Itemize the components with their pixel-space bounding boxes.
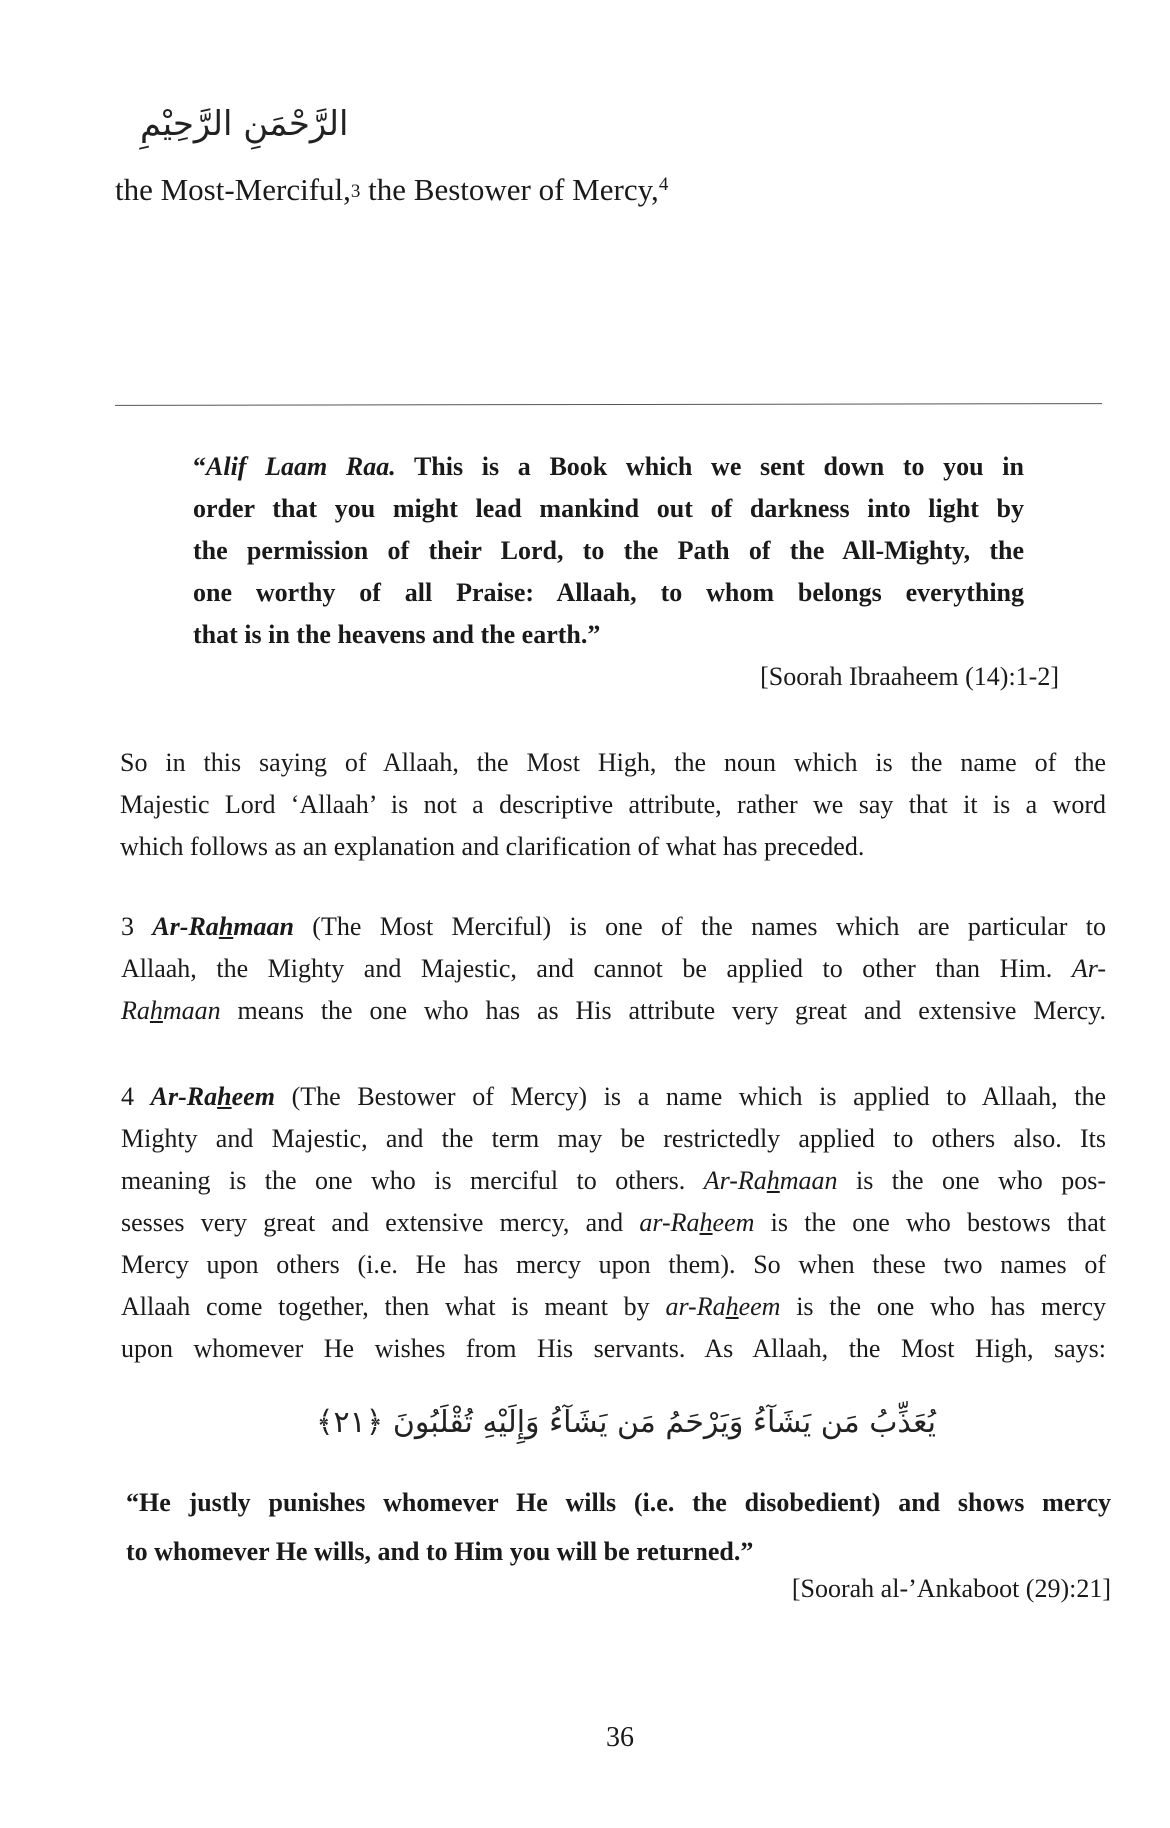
text-line	[121, 954, 1106, 984]
text-line	[121, 996, 1106, 1026]
text-segment: Allaah, the Mighty and Majestic, and cannot be applied to other than Him.	[121, 954, 1072, 983]
text-segment: 3	[121, 912, 153, 941]
text-segment: is the one who bestows that	[754, 1208, 1106, 1237]
text-segment: eem	[712, 1208, 755, 1237]
page-number: 36	[606, 1722, 634, 1753]
text-segment: ar-Ra	[639, 1208, 700, 1237]
text-line	[121, 1334, 1106, 1364]
text-segment: order that you might lead mankind out of darkness into light by	[193, 494, 1024, 523]
text-segment: ar-Ra	[665, 1292, 726, 1321]
arabic-heading: الرَّحْمَنِ الرَّحِيْمِ	[140, 104, 349, 144]
text-segment: “He justly punishes whomever He wills (i.e. the disobedient) and shows mercy	[126, 1488, 1111, 1517]
text-segment: maan	[162, 996, 221, 1025]
text-segment: h	[149, 996, 163, 1025]
text-segment: h	[217, 1082, 232, 1111]
heading-translation	[115, 172, 668, 208]
text-segment: “	[193, 452, 206, 481]
text-segment: Ar-	[1071, 954, 1106, 983]
text-segment: h	[725, 1292, 739, 1321]
text-segment: maan	[779, 1166, 838, 1195]
text-segment: is the one who pos-	[837, 1166, 1107, 1195]
text-line	[121, 912, 1106, 942]
text-segment: is the one who has mercy	[780, 1292, 1106, 1321]
text-segment: upon whomever He wishes from His servants. As Allaah, the Most High, says:	[121, 1334, 1106, 1363]
text-segment: Majestic Lord ‘Allaah’ is not a descriptive attribute, rather we say that it is a word	[120, 790, 1106, 819]
text-line	[193, 494, 1024, 524]
text-segment: (The Bestower of Mercy) is a name which is applied to Allaah, the	[274, 1082, 1107, 1111]
text-segment: This is a Book which we sent down to you in	[395, 452, 1024, 481]
text-segment: maan	[233, 912, 294, 941]
text-line	[121, 1250, 1106, 1280]
text-segment: eem	[738, 1292, 781, 1321]
text-segment: meaning is the one who is merciful to others.	[121, 1166, 704, 1195]
text-segment: to whomever He wills, and to Him you will be returned.”	[126, 1537, 754, 1566]
text-segment: So in this saying of Allaah, the Most High, the noun which is the name of the	[120, 748, 1106, 777]
verse-citation: [Soorah al-’Ankaboot (29):21]	[791, 1574, 1111, 1603]
text-segment: Ar-Ra	[703, 1166, 767, 1195]
text-line	[193, 578, 1024, 608]
text-segment: (The Most Merciful) is one of the names which are particular to	[293, 912, 1107, 941]
text-line	[121, 1124, 1106, 1154]
text-line	[121, 1292, 1106, 1322]
text-segment: h	[699, 1208, 713, 1237]
text-segment: that is in the heavens and the earth.”	[193, 620, 601, 649]
text-line	[120, 832, 1106, 862]
text-line	[193, 536, 1024, 566]
text-segment: Ra	[121, 996, 150, 1025]
text-line	[193, 620, 1024, 650]
text-segment: Ar-Ra	[150, 1082, 218, 1111]
text-line	[121, 1082, 1106, 1112]
text-line	[120, 790, 1106, 820]
footnote-ref-4[interactable]: 4	[658, 174, 669, 195]
text-segment: eem	[231, 1082, 275, 1111]
text-segment: h	[766, 1166, 780, 1195]
text-segment: means the one who has as His attribute very great and extensive Mercy.	[220, 996, 1106, 1025]
text-segment: one worthy of all Praise: Allaah, to whom belongs everything	[193, 578, 1024, 607]
text-segment: Allaah come together, then what is meant by	[121, 1292, 666, 1321]
text-segment: which follows as an explanation and clarification of what has preceded.	[120, 832, 865, 861]
heading-text-2: the Bestower of Mercy,	[360, 172, 659, 207]
text-segment: Alif Laam Raa.	[206, 452, 396, 481]
text-line	[120, 748, 1106, 778]
heading-text: the Most-Merciful,	[115, 172, 351, 207]
text-segment: h	[218, 912, 234, 941]
text-segment: Ar-Ra	[152, 912, 219, 941]
text-line	[121, 1208, 1106, 1238]
footnote-ref-3[interactable]: 3	[350, 181, 361, 202]
text-line	[193, 452, 1024, 482]
text-line	[126, 1537, 1111, 1567]
text-line	[121, 1166, 1106, 1196]
quote-citation: [Soorah Ibraaheem (14):1-2]	[760, 662, 1059, 691]
text-line	[126, 1488, 1111, 1518]
text-segment: 4	[121, 1082, 151, 1111]
arabic-verse: يُعَذِّبُ مَن يَشَآءُ وَيَرْحَمُ مَن يَشَآءُ وَإِلَيْهِ تُقْلَبُونَ ﴿٢١﴾	[315, 1405, 936, 1440]
text-segment: sesses very great and extensive mercy, and	[121, 1208, 640, 1237]
text-segment: Mercy upon others (i.e. He has mercy upon them). So when these two names of	[121, 1250, 1106, 1279]
text-segment: the permission of their Lord, to the Path of the All-Mighty, the	[193, 536, 1024, 565]
footnote-divider	[115, 403, 1102, 406]
text-segment: Mighty and Majestic, and the term may be restrictedly applied to others also. Its	[121, 1124, 1106, 1153]
